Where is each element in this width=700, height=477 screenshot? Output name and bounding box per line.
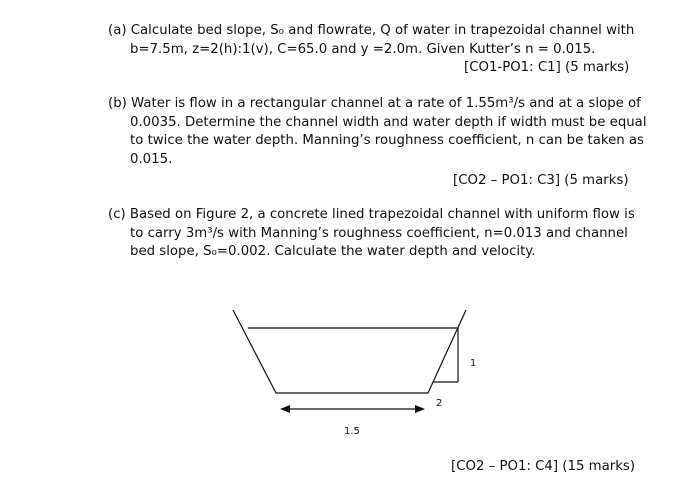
question-b-marks: [CO2 – PO1: C3] (5 marks): [453, 173, 629, 188]
slope-horizontal-label: 2: [436, 398, 443, 409]
question-c-line-1: (c) Based on Figure 2, a concrete lined trapezoidal channel with uniform flow is: [108, 207, 635, 222]
dimension-arrow-left: [280, 405, 290, 413]
question-c-marks: [CO2 – PO1: C4] (15 marks): [451, 459, 636, 474]
question-b-line-1: (b) Water is flow in a rectangular channel at a rate of 1.55m³/s and at a slope of: [108, 96, 641, 111]
question-a-line-2: b=7.5m, z=2(h):1(v), C=65.0 and y =2.0m. Given Kutter’s n = 0.015.: [130, 41, 596, 57]
dimension-arrow-right: [415, 405, 425, 413]
question-a-line-1: (a) Calculate bed slope, S₀ and flowrate, Q of water in trapezoidal channel with: [108, 23, 635, 38]
question-c-line-3: bed slope, S₀=0.002. Calculate the water depth and velocity.: [130, 244, 536, 260]
question-b-line-3: to twice the water depth. Manning’s roughness coefficient, n can be taken as: [130, 133, 644, 149]
question-a-marks: [CO1-PO1: C1] (5 marks): [464, 60, 630, 75]
bottom-width-label: 1.5: [344, 426, 360, 437]
channel-outline: [233, 310, 466, 393]
question-b-line-2: 0.0035. Determine the channel width and water depth if width must be equal: [130, 114, 647, 130]
question-b-line-4: 0.015.: [130, 151, 173, 167]
slope-vertical-label: 1: [470, 358, 477, 369]
question-c-line-2: to carry 3m³/s with Manning’s roughness coefficient, n=0.013 and channel: [130, 225, 628, 241]
